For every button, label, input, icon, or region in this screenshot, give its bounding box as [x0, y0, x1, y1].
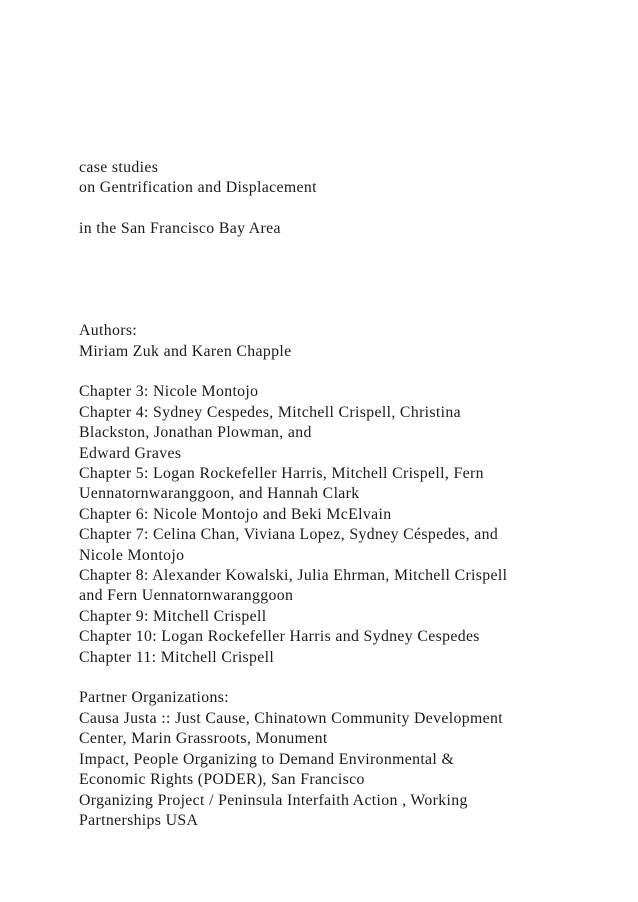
chapter-line: and Fern Uennatornwaranggoon [79, 587, 294, 605]
chapter-line: Chapter 7: Celina Chan, Viviana Lopez, Sydney Céspedes, and [79, 526, 499, 544]
chapter-line: Edward Graves [79, 444, 182, 462]
chapter-line: Blackston, Jonathan Plowman, and [79, 424, 312, 442]
blank-line [79, 199, 619, 219]
partners-line: Economic Rights (PODER), San Francisco [79, 771, 365, 789]
chapter-line: Chapter 9: Mitchell Crispell [79, 607, 267, 625]
authors-names: Miriam Zuk and Karen Chapple [79, 342, 292, 360]
chapter-line: Chapter 10: Logan Rockefeller Harris and Sydney Cespedes [79, 628, 480, 646]
chapter-line: Chapter 5: Logan Rockefeller Harris, Mitchell Crispell, Fern [79, 465, 484, 483]
chapter-line: Nicole Montojo [79, 546, 185, 564]
document-body [79, 158, 619, 831]
title-line-2: on Gentrification and Displacement [79, 179, 317, 197]
chapter-line: Uennatornwaranggoon, and Hannah Clark [79, 485, 360, 503]
partners-line: Causa Justa :: Just Cause, Chinatown Community Development [79, 709, 503, 727]
chapter-line: Chapter 6: Nicole Montojo and Beki McElvain [79, 505, 392, 523]
blank-line [79, 362, 619, 382]
chapter-line: Chapter 8: Alexander Kowalski, Julia Ehrman, Mitchell Crispell [79, 567, 508, 585]
authors-heading: Authors: [79, 322, 138, 340]
partners-heading: Partner Organizations: [79, 689, 229, 707]
partners-line: Organizing Project / Peninsula Interfaith Action , Working [79, 791, 468, 809]
blank-line [79, 668, 619, 688]
partners-line: Center, Marin Grassroots, Monument [79, 730, 328, 748]
title-line-1: case studies [79, 159, 159, 176]
blank-space [79, 240, 619, 322]
partners-line: Impact, People Organizing to Demand Environmental & [79, 750, 455, 768]
chapter-line: Chapter 3: Nicole Montojo [79, 383, 259, 401]
chapter-line: Chapter 11: Mitchell Crispell [79, 648, 275, 666]
chapter-line: Chapter 4: Sydney Cespedes, Mitchell Crispell, Christina [79, 403, 462, 421]
partners-line: Partnerships USA [79, 811, 199, 829]
title-line-3: in the San Francisco Bay Area [79, 220, 281, 238]
